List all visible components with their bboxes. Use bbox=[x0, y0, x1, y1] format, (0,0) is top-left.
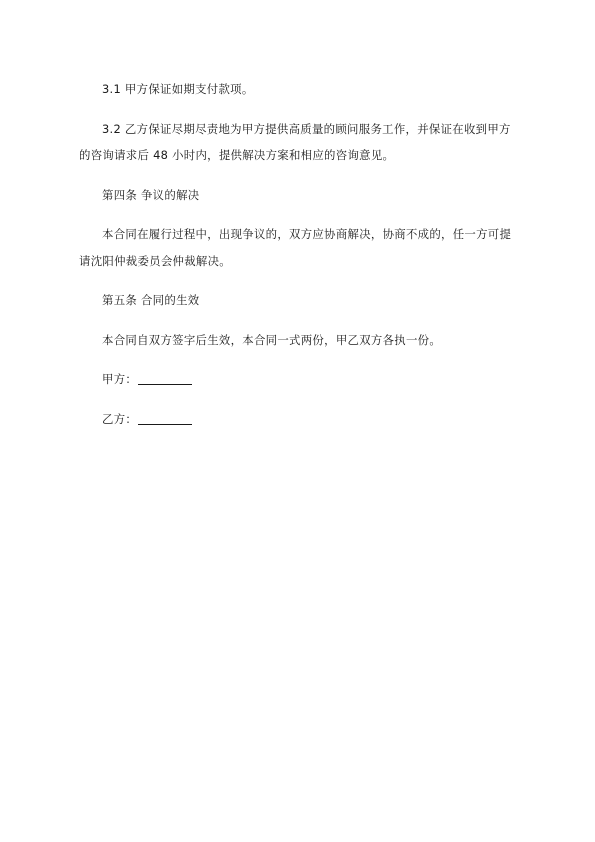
article-4-title: 第四条 争议的解决 bbox=[102, 187, 200, 202]
clause-3-2: 3.2 乙方保证尽期尽责地为甲方提供高质量的顾问服务工作，并保证在收到甲方的咨询请求后 48 小时内，提供解决方案和相应的咨询意见。 bbox=[79, 121, 511, 162]
article-5-body: 本合同自双方签字后生效，本合同一式两份，甲乙双方各执一份。 bbox=[102, 332, 442, 347]
party-a-label: 甲方： bbox=[102, 372, 138, 386]
party-b-signature-line bbox=[138, 411, 192, 425]
document-body bbox=[79, 76, 513, 432]
article-5-title: 第五条 合同的生效 bbox=[102, 293, 200, 307]
party-a-signature-line bbox=[138, 371, 192, 385]
party-b-signature bbox=[79, 406, 513, 433]
party-b-label: 乙方： bbox=[102, 411, 138, 426]
clause-3-1: 3.1 甲方保证如期支付款项。 bbox=[102, 82, 254, 96]
article-4-body: 本合同在履行过程中，出现争议的，双方应协商解决，协商不成的，任一方可提请沈阳仲裁委员会仲裁解决。 bbox=[79, 227, 512, 268]
party-a-signature bbox=[79, 366, 513, 393]
